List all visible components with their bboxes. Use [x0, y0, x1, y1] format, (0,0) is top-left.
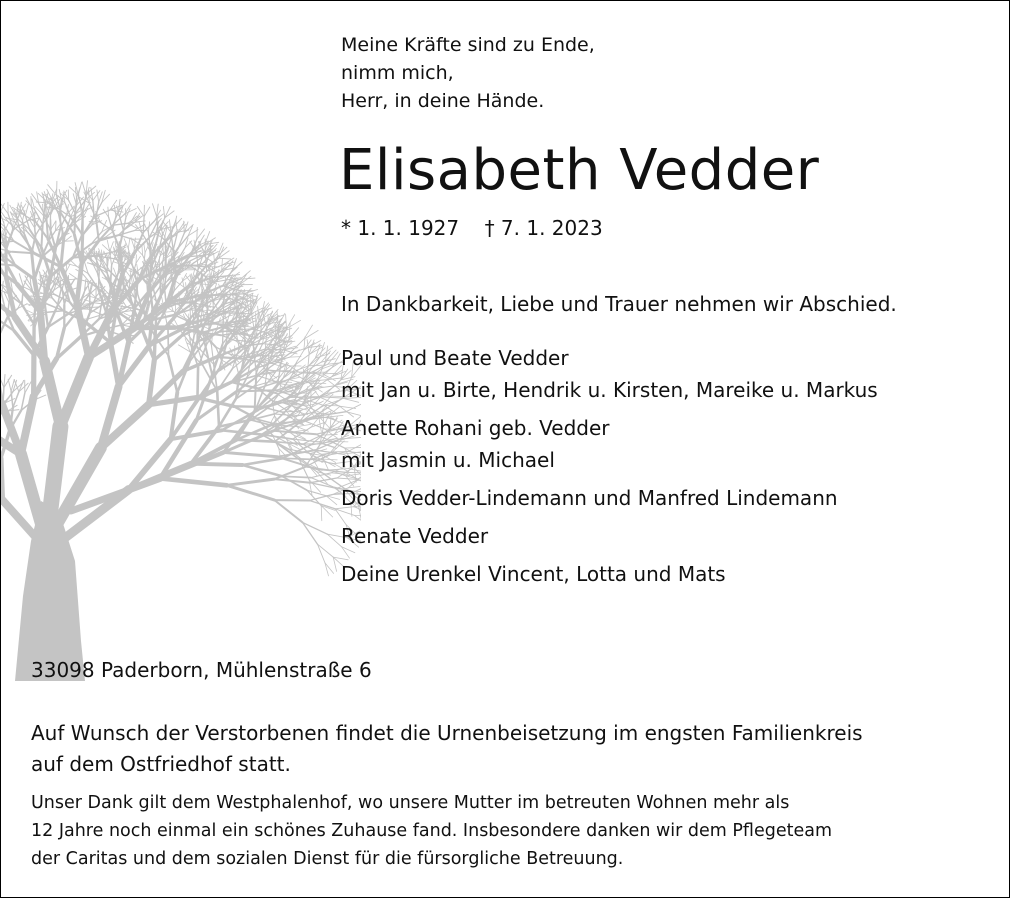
mourner-entry — [341, 558, 878, 590]
deceased-name: Elisabeth Vedder — [339, 138, 820, 203]
mourner-line: Doris Vedder-Lindemann und Manfred Lindemann — [341, 486, 838, 510]
mourner-line: Anette Rohani geb. Vedder — [341, 416, 610, 440]
thanks-line: Unser Dank gilt dem Westphalenhof, wo unsere Mutter im betreuten Wohnen mehr als — [31, 793, 790, 813]
burial-notice — [31, 718, 863, 780]
mourner-entry — [341, 342, 878, 406]
life-dates: * 1. 1. 1927 † 7. 1. 2023 — [341, 216, 603, 240]
bare-tree-icon — [1, 41, 361, 681]
poem — [341, 31, 595, 115]
mourner-entry — [341, 520, 878, 552]
mourner-line: mit Jan u. Birte, Hendrik u. Kirsten, Mareike u. Markus — [341, 378, 878, 402]
mourner-entry — [341, 412, 878, 476]
mourner-line: Deine Urenkel Vincent, Lotta und Mats — [341, 562, 726, 586]
mourners-list — [341, 342, 878, 596]
burial-line: Auf Wunsch der Verstorbenen findet die Urnenbeisetzung im engsten Familienkreis — [31, 721, 863, 745]
address: 33098 Paderborn, Mühlenstraße 6 — [31, 658, 372, 682]
mourner-line: Renate Vedder — [341, 524, 489, 548]
burial-line: auf dem Ostfriedhof statt. — [31, 752, 291, 776]
thanks-line: der Caritas und dem sozialen Dienst für die fürsorgliche Betreuung. — [31, 849, 624, 869]
mourner-line: mit Jasmin u. Michael — [341, 448, 555, 472]
farewell-line: In Dankbarkeit, Liebe und Trauer nehmen wir Abschied. — [341, 292, 897, 316]
thanks-line: 12 Jahre noch einmal ein schönes Zuhause fand. Insbesondere danken wir dem Pflegeteam — [31, 821, 833, 841]
poem-line: nimm mich, — [341, 62, 454, 84]
poem-line: Meine Kräfte sind zu Ende, — [341, 34, 595, 56]
mourner-entry — [341, 482, 878, 514]
mourner-line: Paul und Beate Vedder — [341, 346, 569, 370]
thanks-text — [31, 789, 832, 873]
poem-line: Herr, in deine Hände. — [341, 90, 545, 112]
